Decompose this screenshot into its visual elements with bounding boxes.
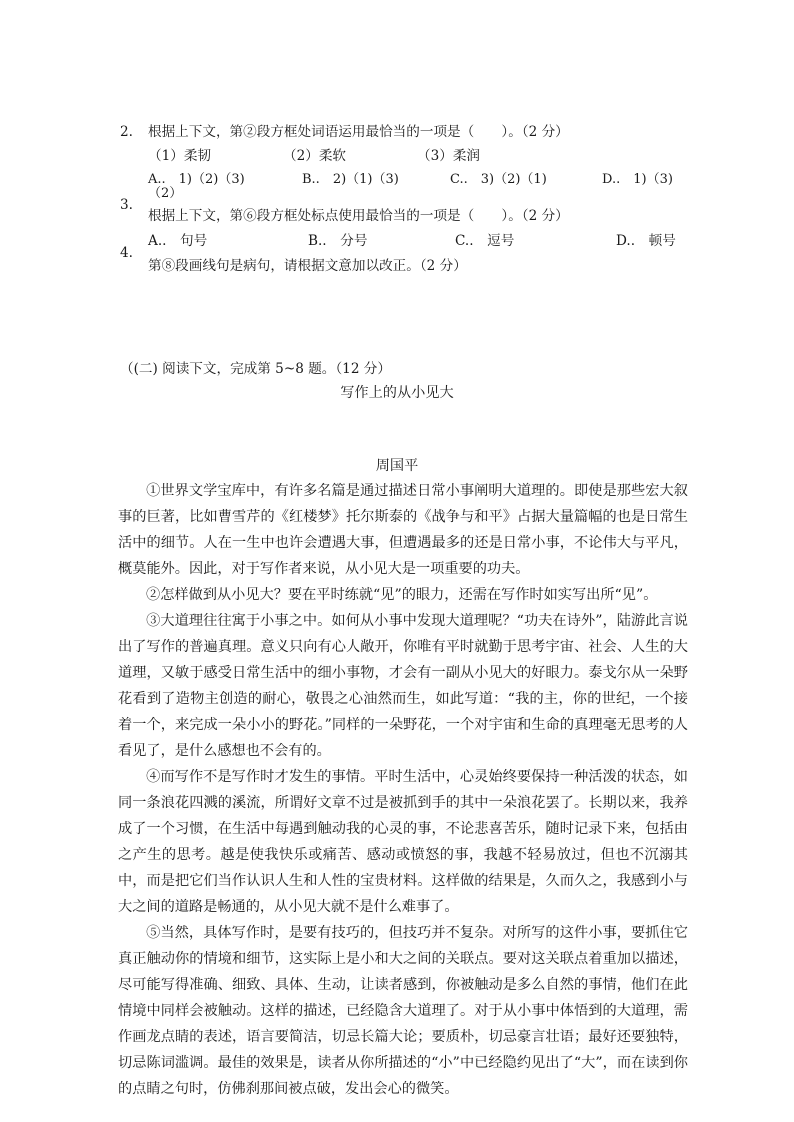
- paragraph-5-text: ⑤当然，具体写作时，是要有技巧的，但技巧并不复杂。对所写的这件小事，要抓住它真正触动你的情境和细节，这实际上是小和大之间的关联点。要对这关联点着重加以描述，尽可能写得准确、细致、具体、生动，让读者感到，你被触动是多么自然的事情，他们在此情境中同样会被触动。这样的描述，已经隐含大道理了。对于从小事中体悟到的大道理，需作画龙点睛的表述，语言要简洁，切忌长篇大论；要质朴，切忌豪言壮语；最好还要独特，切忌陈词滥调。最佳的效果是，读者从你所描述的“小”中已经隐约见出了“大”，而在读到你的点睛之句时，仿佛刹那间被点破，发出会心的微笑。: [118, 925, 688, 1097]
- question-2-option-b: B.. 2)（1)（3): [302, 172, 399, 187]
- question-2-option-wrap: （2）: [148, 186, 183, 201]
- question-4-stem: 第⑧段画线句是病句，请根据文意加以改正。（2 分）: [148, 258, 467, 274]
- question-3-stem: 根据上下文，第⑥段方框处标点使用最恰当的一项是（ ）。（2 分）: [148, 208, 569, 224]
- article-paragraph-2: [118, 582, 688, 608]
- question-2-word-3: （3）柔润: [417, 148, 481, 164]
- paragraph-4-text: ④而写作不是写作时才发生的事情。平时生活中，心灵始终要保持一种活泼的状态，如同一条浪花四溅的溪流，所谓好文章不过是被抓到手的其中一朵浪花罢了。长期以来，我养成了一个习惯，在生活中每遇到触动我的心灵的事，不论悲喜苦乐，随时记录下来，包括由之产生的思考。越是使我快乐或痛苦、感动或愤怒的事，我越不轻易放过，但也不沉溺其中，而是把它们当作认识人生和人性的宝贵材料。这样做的结果是，久而久之，我感到小与大之间的道路是畅通的，从小见大就不是什么难事了。: [118, 769, 688, 915]
- paragraph-3-text: ③大道理往往寓于小事之中。如何从小事中发现大道理呢？“功夫在诗外”，陆游此言说出了写作的普遍真理。意义只向有心人敞开，你唯有平时就勤于思考宇宙、社会、人生的大道理，又敏于感受日常生活中的细小事物，才会有一副从小见大的好眼力。泰戈尔从一朵野花看到了造物主创造的耐心，敬畏之心油然而生，如此写道：“我的主，你的世纪，一个接着一个，来完成一朵小小的野花。”同样的一朵野花，一个对宇宙和生命的真理毫无思考的人看见了，是什么感想也不会有的。: [118, 613, 688, 759]
- question-2-number: 2.: [120, 124, 133, 140]
- question-2-option-c: C.. 3)（2)（1): [450, 172, 547, 187]
- question-3-option-c: C.. 逗号: [455, 233, 515, 249]
- paragraph-1-text: ①世界文学宝库中，有许多名篇是通过描述日常小事阐明大道理的。即使是那些宏大叙事的巨著，比如曹雪芹的《红楼梦》托尔斯泰的《战争与和平》占据大量篇幅的也是日常生活中的细节。人在一生中也许会遭遇大事，但遭遇最多的还是日常小事，不论伟大与平凡，概莫能外。因此，对于写作者来说，从小见大是一项重要的功夫。: [118, 483, 688, 577]
- question-2-word-1: （1）柔韧: [148, 148, 212, 164]
- question-2-option-a: A.. 1)（2)（3): [148, 172, 245, 187]
- article-paragraph-5: [118, 920, 688, 1102]
- paragraph-2-text: ②怎样做到从小见大？要在平时练就“见”的眼力，还需在写作时如实写出所“见”。: [146, 587, 658, 603]
- question-3-number: 3.: [120, 197, 133, 213]
- article-paragraph-4: [118, 764, 688, 920]
- article-paragraph-1: [118, 478, 688, 582]
- section-header: （(二) 阅读下文，完成第 5~8 题。（12 分）: [120, 361, 391, 377]
- article-paragraph-3: [118, 608, 688, 764]
- question-2-word-2: （2）柔软: [283, 148, 347, 164]
- question-3-option-a: A.. 句号: [148, 233, 208, 249]
- question-4-number: 4.: [120, 245, 133, 261]
- article-title: 写作上的从小见大: [340, 385, 454, 401]
- question-3-option-d: D.. 顿号: [616, 233, 676, 249]
- article-author: 周国平: [375, 458, 419, 474]
- question-2-option-d: D.. 1)（3): [602, 172, 673, 187]
- question-2-stem: 根据上下文，第②段方框处词语运用最恰当的一项是（ ）。（2 分）: [148, 124, 569, 140]
- question-3-option-b: B.. 分号: [308, 233, 368, 249]
